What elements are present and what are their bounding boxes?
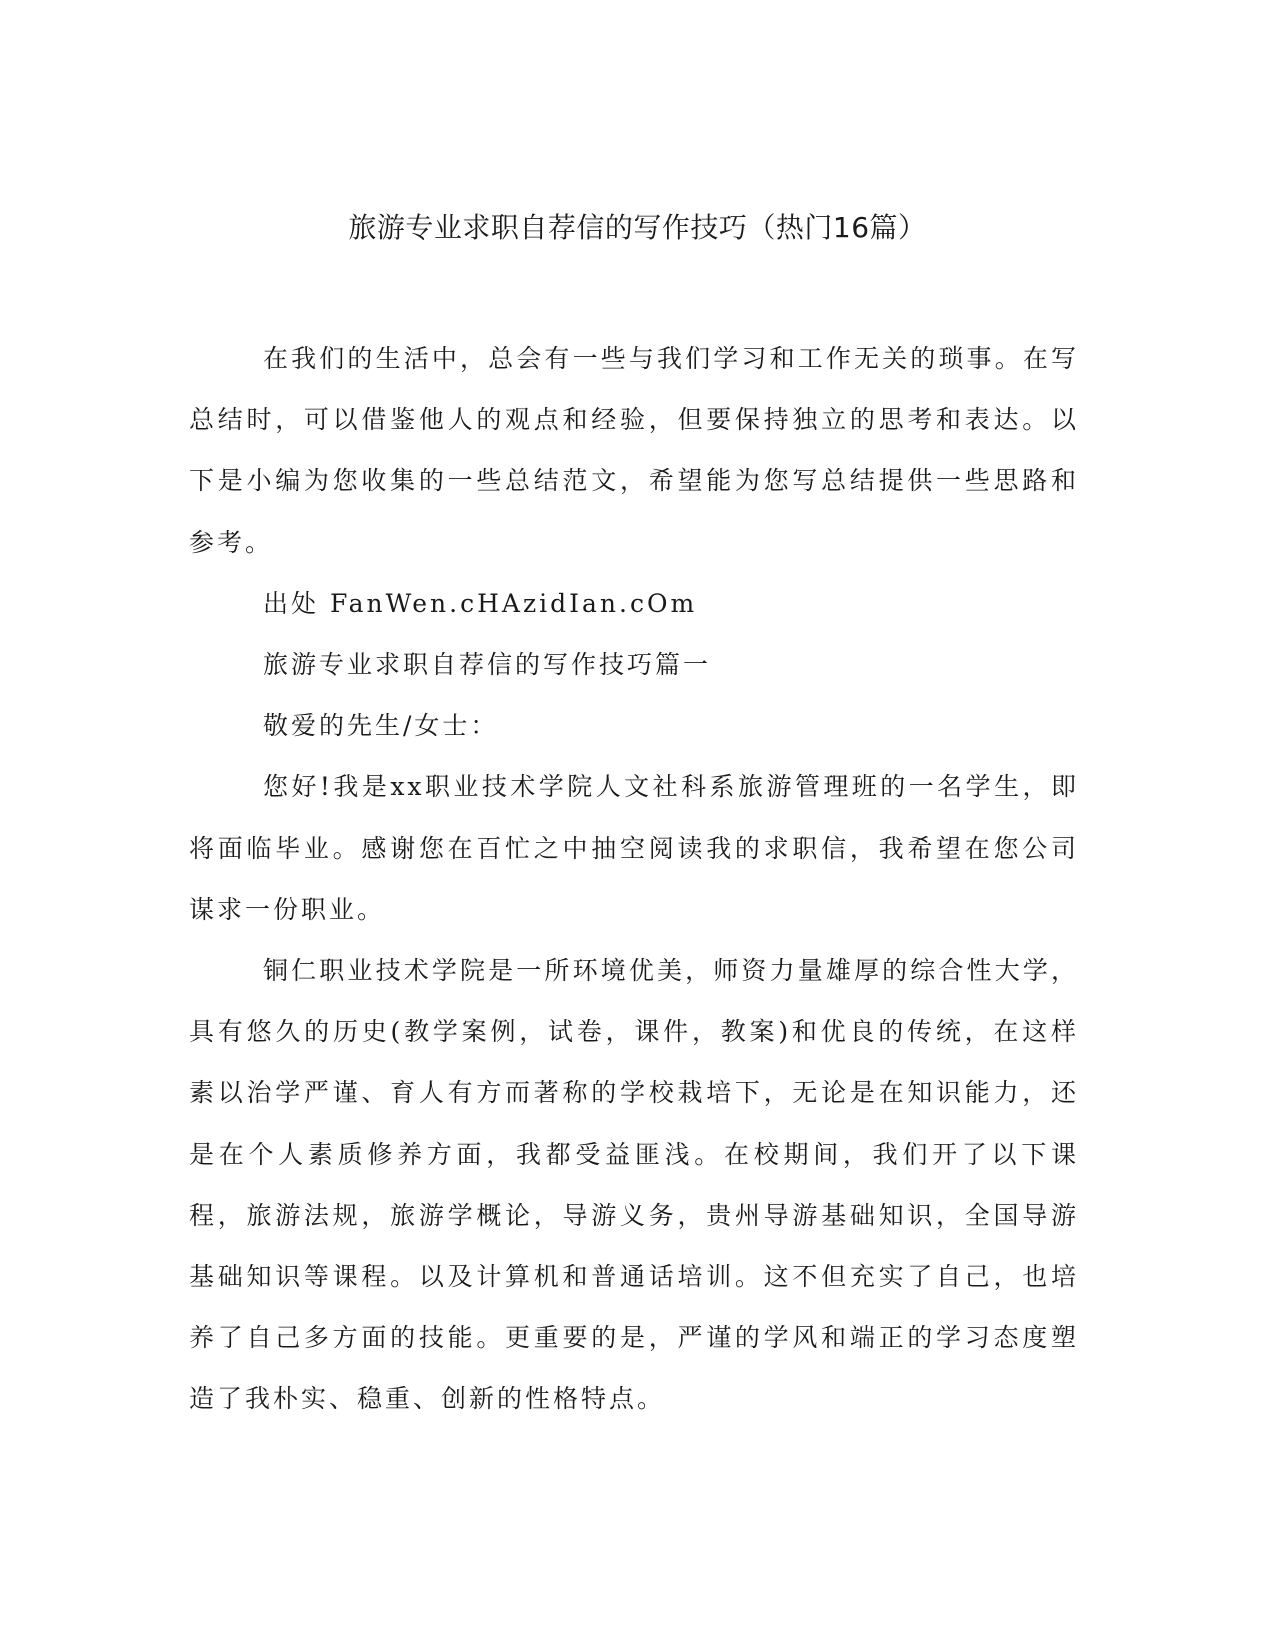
salutation: 敬爱的先生/女士： — [263, 711, 499, 741]
document-body — [189, 328, 1079, 1430]
document-title: 旅游专业求职自荐信的写作技巧（热门16篇） — [348, 211, 927, 244]
letter-paragraph: 铜仁职业技术学院是一所环境优美，师资力量雄厚的综合性大学，具有悠久的历史(教学案例，试卷，课件，教案)和优良的传统，在这样素以治学严谨、育人有方而著称的学校栽培下，无论是在知识能力，还是在个人素质修养方面，我都受益匪浅。在校期间，我们开了以下课程，旅游法规，旅游学概论，导游义务，贵州导游基础知识，全国导游基础知识等课程。以及计算机和普通话培训。这不但充实了自己，也培养了自己多方面的技能。更重要的是，严谨的学风和端正的学习态度塑造了我朴实、稳重、创新的性格特点。 — [189, 956, 1079, 1414]
intro-paragraph: 在我们的生活中，总会有一些与我们学习和工作无关的琐事。在写总结时，可以借鉴他人的观点和经验，但要保持独立的思考和表达。以下是小编为您收集的一些总结范文，希望能为您写总结提供一些思路和参考。 — [189, 344, 1079, 557]
section-heading: 旅游专业求职自荐信的写作技巧篇一 — [263, 650, 712, 680]
source-line: 出处 FanWen.cHAzidIan.cOm — [263, 588, 698, 618]
letter-paragraph: 您好!我是xx职业技术学院人文社科系旅游管理班的一名学生，即将面临毕业。感谢您在百忙之中抽空阅读我的求职信，我希望在您公司谋求一份职业。 — [189, 772, 1079, 924]
